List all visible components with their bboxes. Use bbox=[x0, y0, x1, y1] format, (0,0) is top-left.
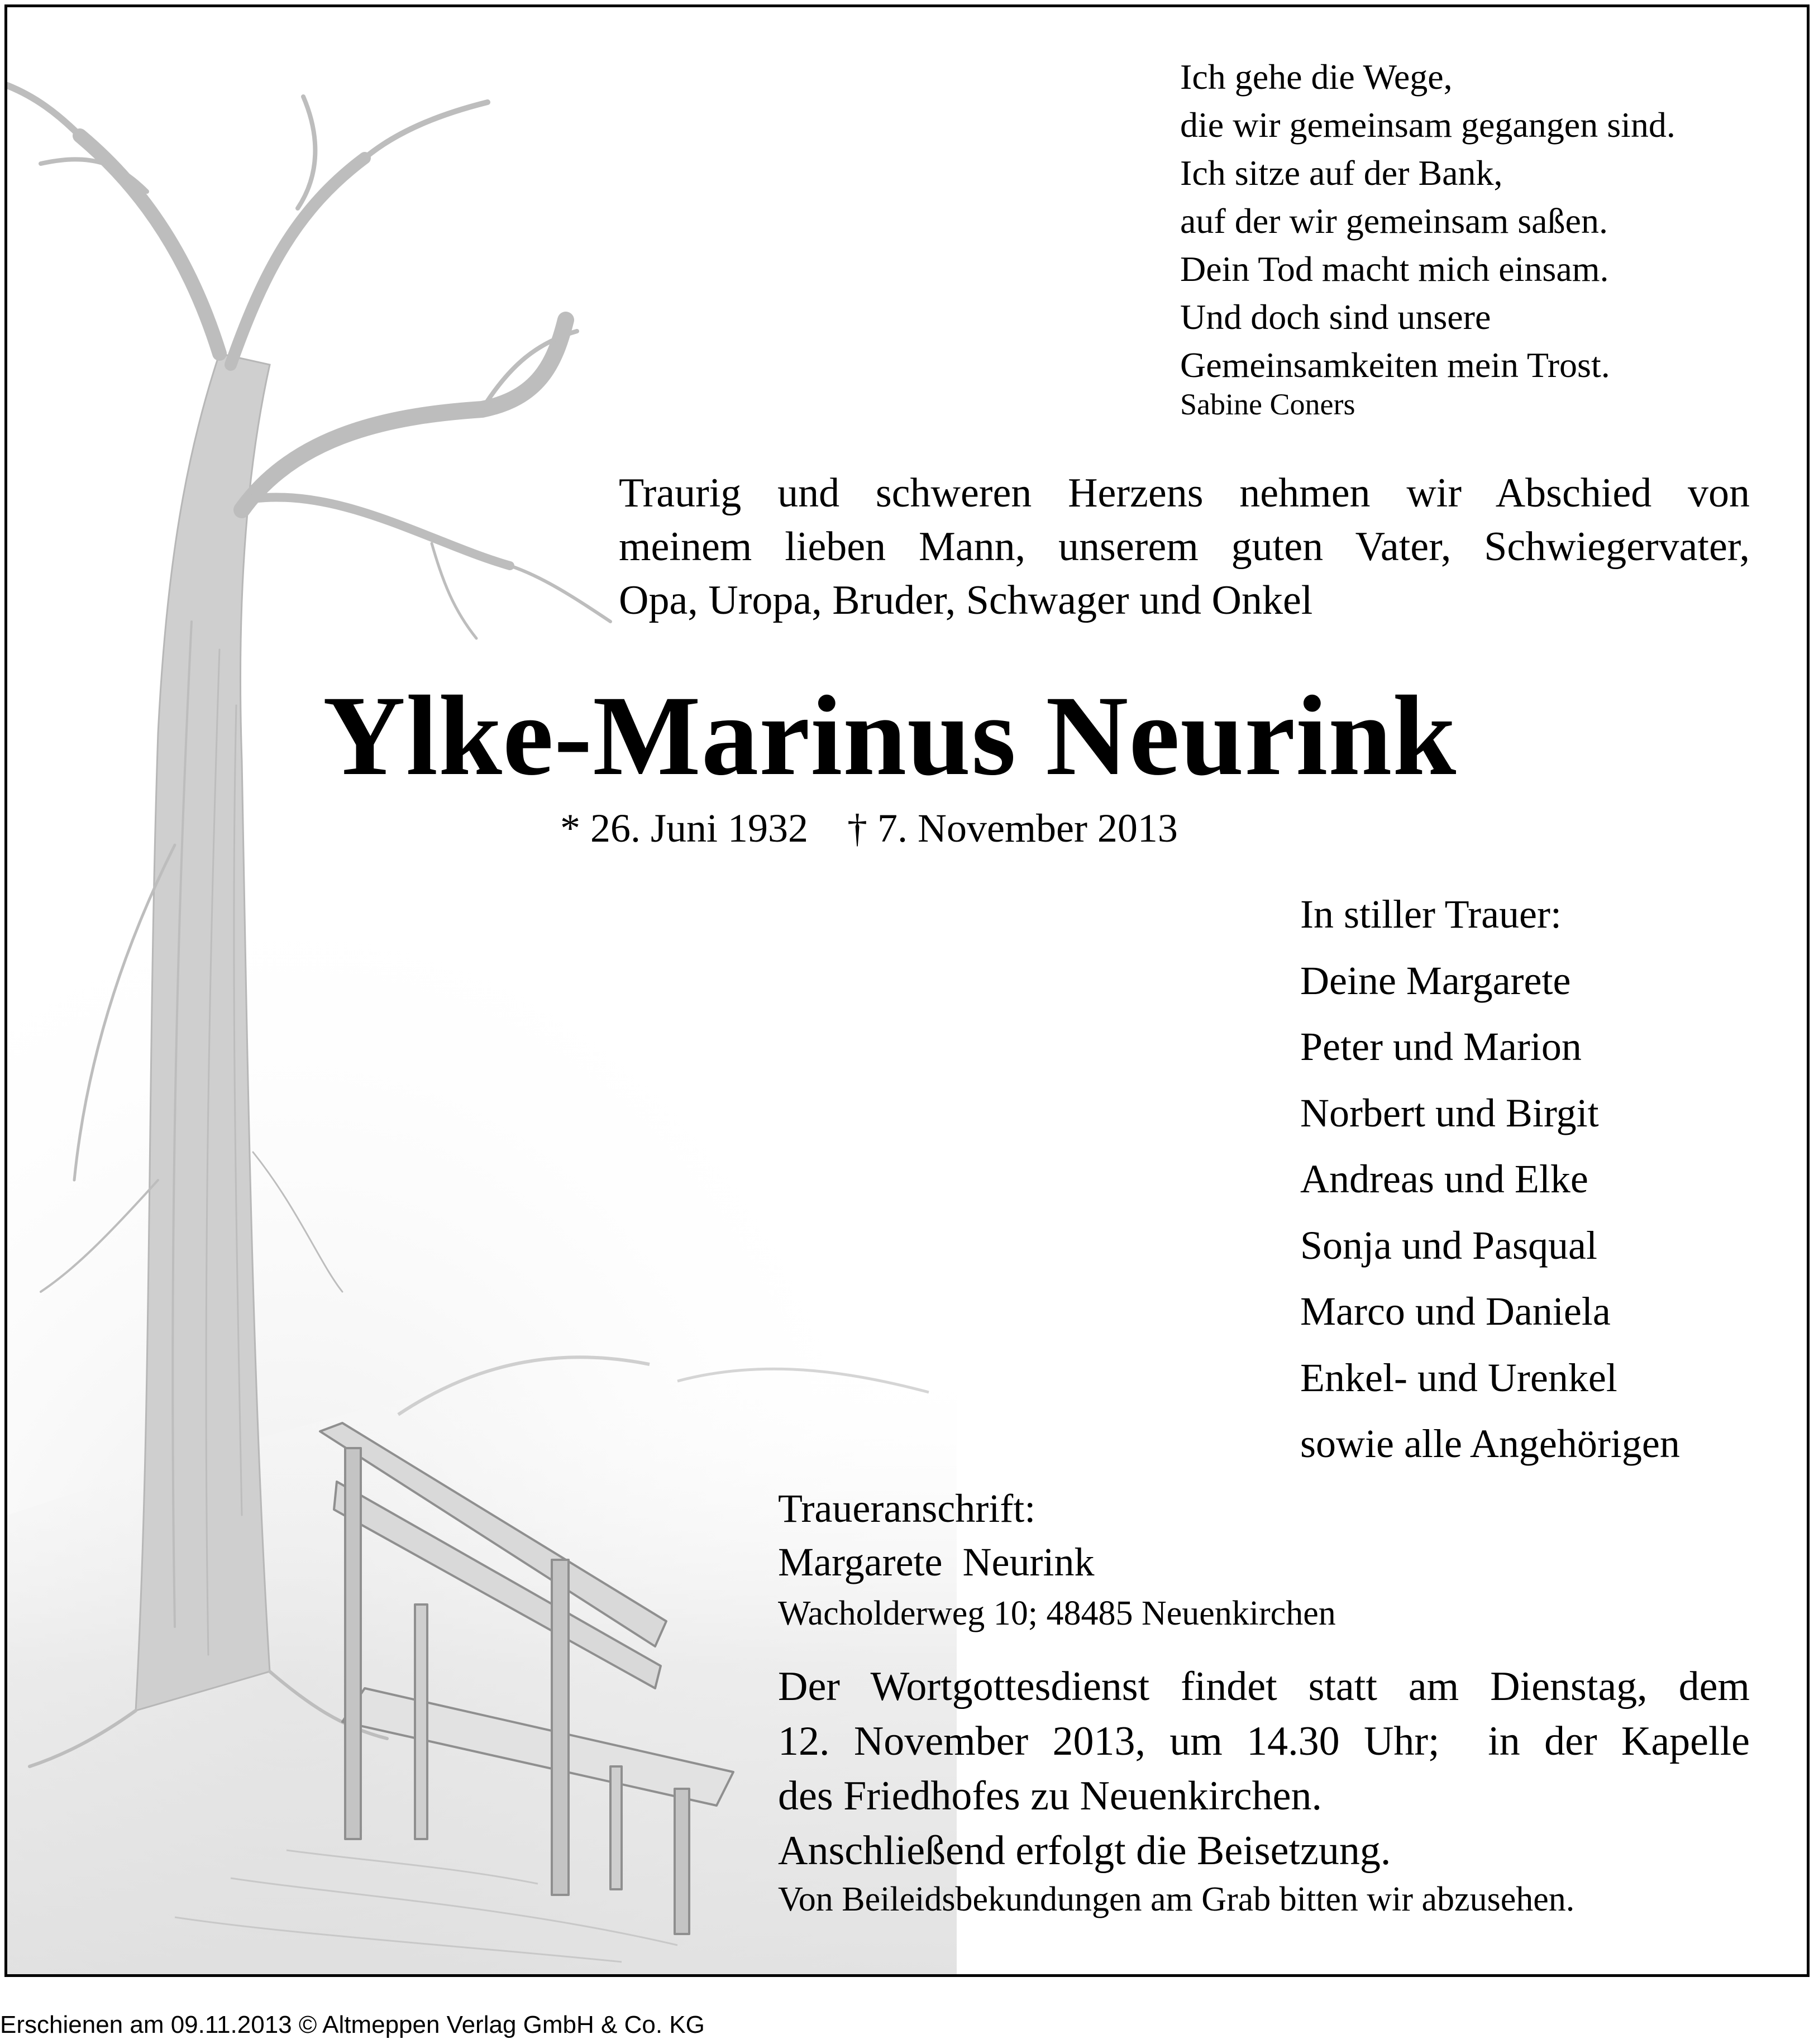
deceased-name: Ylke-Marinus Neurink bbox=[323, 672, 1457, 799]
mourner-name: Marco und Daniela bbox=[1300, 1289, 1611, 1334]
service-line: Anschließend erfolgt die Beisetzung. bbox=[778, 1828, 1391, 1874]
mourners-list bbox=[1300, 881, 1680, 1477]
poem-author: Sabine Coners bbox=[1180, 388, 1355, 421]
address-title: Traueranschrift: bbox=[778, 1486, 1036, 1531]
birth-date: * 26. Juni 1932 bbox=[560, 806, 809, 851]
poem-line: Dein Tod macht mich einsam. bbox=[1180, 249, 1609, 289]
address-street: Wacholderweg 10; 48485 Neuenkirchen bbox=[778, 1594, 1336, 1632]
poem bbox=[1180, 53, 1675, 389]
obituary-frame bbox=[4, 4, 1810, 1977]
poem-line: Ich sitze auf der Bank, bbox=[1180, 153, 1503, 193]
mourner-name: Deine Margarete bbox=[1300, 958, 1571, 1003]
service-info bbox=[778, 1659, 1750, 1878]
mourner-name: Sonja und Pasqual bbox=[1300, 1222, 1597, 1268]
service-line: des Friedhofes zu Neuenkirchen. bbox=[778, 1773, 1322, 1819]
poem-line: auf der wir gemeinsam saßen. bbox=[1180, 201, 1608, 241]
poem-line: Ich gehe die Wege, bbox=[1180, 57, 1453, 97]
mourner-name: Enkel- und Urenkel bbox=[1300, 1355, 1617, 1400]
service-line: Der Wortgottesdienst findet statt am Dienstag, dem bbox=[778, 1664, 1750, 1709]
condolence-note: Von Beileidsbekundungen am Grab bitten wir abzusehen. bbox=[778, 1880, 1575, 1918]
mourner-name: sowie alle Angehörigen bbox=[1300, 1421, 1680, 1466]
intro-line: Traurig und schweren Herzens nehmen wir Abschied von bbox=[619, 470, 1750, 516]
death-date: † 7. November 2013 bbox=[847, 806, 1178, 851]
mourner-name: Norbert und Birgit bbox=[1300, 1090, 1599, 1135]
intro-line: meinem lieben Mann, unserem guten Vater, Schwiegervater, bbox=[619, 524, 1750, 570]
intro-text bbox=[619, 466, 1750, 627]
address-name: Margarete Neurink bbox=[778, 1540, 1095, 1584]
poem-line: Gemeinsamkeiten mein Trost. bbox=[1180, 345, 1610, 385]
mourners-heading: In stiller Trauer: bbox=[1300, 892, 1562, 937]
poem-line: Und doch sind unsere bbox=[1180, 297, 1491, 337]
intro-line: Opa, Uropa, Bruder, Schwager und Onkel bbox=[619, 577, 1313, 623]
mourner-name: Peter und Marion bbox=[1300, 1024, 1582, 1069]
service-line: 12. November 2013, um 14.30 Uhr; in der Kapelle bbox=[778, 1718, 1750, 1764]
mourner-name: Andreas und Elke bbox=[1300, 1157, 1588, 1201]
poem-line: die wir gemeinsam gegangen sind. bbox=[1180, 105, 1675, 145]
publication-footer: Erschienen am 09.11.2013 © Altmeppen Verlag GmbH & Co. KG bbox=[0, 2011, 705, 2038]
life-dates bbox=[560, 803, 1178, 853]
